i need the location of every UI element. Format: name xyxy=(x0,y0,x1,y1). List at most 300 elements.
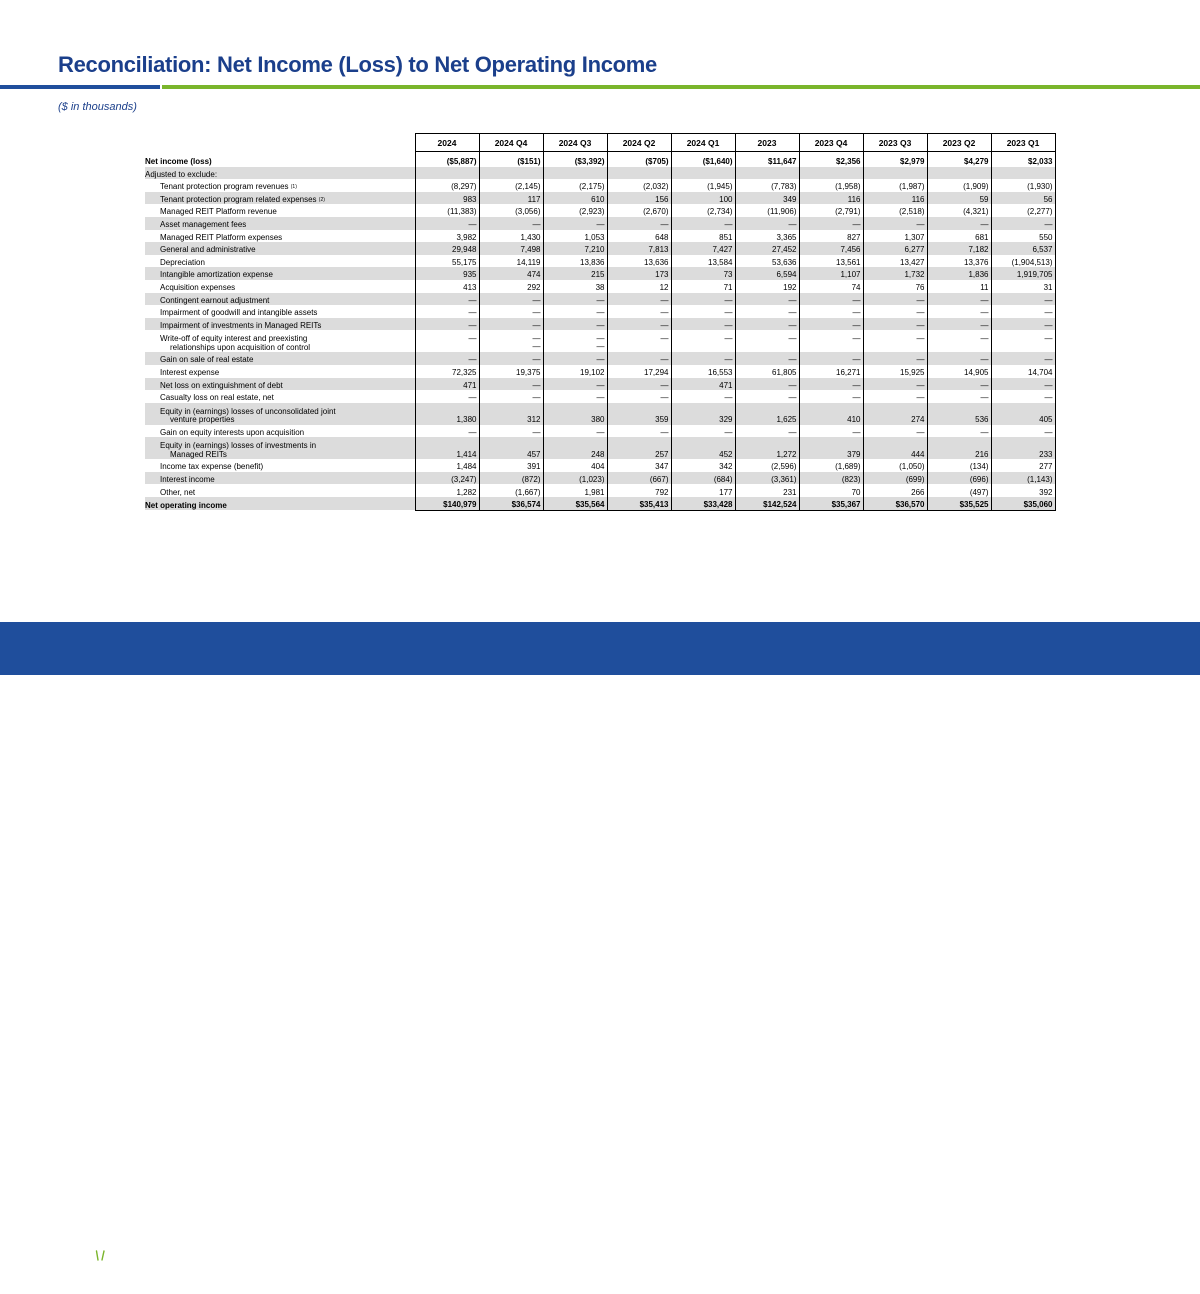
table-cell: (2,596) xyxy=(735,459,799,472)
row-label xyxy=(145,459,415,472)
table-cell: — xyxy=(479,425,543,438)
row-label-text: Acquisition expenses xyxy=(160,283,236,293)
table-cell: (2,518) xyxy=(863,204,927,217)
table-cell: ($151) xyxy=(479,152,543,167)
table-cell: 61,805 xyxy=(735,365,799,378)
table-cell: 1,307 xyxy=(863,230,927,243)
cell-value-line2 xyxy=(418,343,477,352)
table-row xyxy=(145,484,1055,497)
table-cell: (1,904,513) xyxy=(991,255,1055,268)
cell-value-line2 xyxy=(802,343,861,352)
table-cell: 13,561 xyxy=(799,255,863,268)
company-logo xyxy=(58,1248,153,1294)
row-label xyxy=(145,378,415,391)
table-cell: (1,930) xyxy=(991,179,1055,192)
table-cell: — xyxy=(735,217,799,230)
table-cell xyxy=(863,167,927,180)
table-cell: 457 xyxy=(479,437,543,459)
table-cell: 550 xyxy=(991,230,1055,243)
row-label-text: Casualty loss on real estate, net xyxy=(160,393,274,403)
table-cell xyxy=(927,330,991,352)
row-label xyxy=(145,204,415,217)
table-cell: 31 xyxy=(991,280,1055,293)
table-row xyxy=(145,204,1055,217)
row-label xyxy=(145,255,415,268)
table-cell: (1,945) xyxy=(671,179,735,192)
table-cell: 3,365 xyxy=(735,230,799,243)
table-cell: 536 xyxy=(927,403,991,425)
row-label xyxy=(145,179,415,192)
table-cell xyxy=(671,330,735,352)
row-label xyxy=(145,352,415,365)
table-cell: (1,958) xyxy=(799,179,863,192)
table-cell: — xyxy=(927,390,991,403)
table-cell: (1,689) xyxy=(799,459,863,472)
table-cell: (8,297) xyxy=(415,179,479,192)
table-cell: (2,145) xyxy=(479,179,543,192)
table-cell: 983 xyxy=(415,192,479,205)
table-cell: ($3,392) xyxy=(543,152,607,167)
row-label-text: Interest income xyxy=(160,474,215,484)
table-cell: — xyxy=(671,305,735,318)
table-cell: (2,670) xyxy=(607,204,671,217)
table-cell: — xyxy=(927,293,991,306)
table-cell: (1,143) xyxy=(991,472,1055,485)
table-cell: 474 xyxy=(479,267,543,280)
table-cell: (3,247) xyxy=(415,472,479,485)
row-label-text: Income tax expense (benefit) xyxy=(160,462,264,472)
row-label-text: Equity in (earnings) losses of investments in xyxy=(160,441,317,451)
table-cell: 1,919,705 xyxy=(991,267,1055,280)
table-cell: ($1,640) xyxy=(671,152,735,167)
table-cell: 27,452 xyxy=(735,242,799,255)
logo-subtitle: Self Storage REIT, Inc. xyxy=(62,1277,118,1283)
row-label xyxy=(145,230,415,243)
table-cell: 116 xyxy=(799,192,863,205)
table-cell: — xyxy=(927,318,991,331)
row-label xyxy=(145,217,415,230)
table-cell: — xyxy=(543,293,607,306)
table-cell: (11,906) xyxy=(735,204,799,217)
table-cell: — xyxy=(735,425,799,438)
table-cell: 29,948 xyxy=(415,242,479,255)
table-cell: 231 xyxy=(735,484,799,497)
column-header: 2024 Q1 xyxy=(671,134,735,152)
table-row xyxy=(145,167,1055,180)
table-cell: 1,053 xyxy=(543,230,607,243)
table-cell: — xyxy=(735,305,799,318)
row-label xyxy=(145,365,415,378)
table-cell: 1,625 xyxy=(735,403,799,425)
table-cell: 71 xyxy=(671,280,735,293)
table-cell: $36,570 xyxy=(863,497,927,510)
table-cell: — xyxy=(607,390,671,403)
table-cell xyxy=(479,167,543,180)
table-cell xyxy=(991,167,1055,180)
table-cell: — xyxy=(991,293,1055,306)
table-cell: 935 xyxy=(415,267,479,280)
table-cell: (1,667) xyxy=(479,484,543,497)
table-cell: (1,050) xyxy=(863,459,927,472)
table-cell: 7,182 xyxy=(927,242,991,255)
table-cell: 215 xyxy=(543,267,607,280)
row-label xyxy=(145,484,415,497)
table-cell: 7,813 xyxy=(607,242,671,255)
table-cell: 74 xyxy=(799,280,863,293)
table-cell: $35,367 xyxy=(799,497,863,510)
table-cell: 471 xyxy=(415,378,479,391)
table-cell xyxy=(543,330,607,352)
footnote-marker: (1) xyxy=(290,184,297,191)
table-cell: 851 xyxy=(671,230,735,243)
table-cell: — xyxy=(671,352,735,365)
table-cell: 12 xyxy=(607,280,671,293)
title-rule-blue xyxy=(0,85,160,89)
table-cell: 38 xyxy=(543,280,607,293)
table-row xyxy=(145,403,1055,425)
table-cell xyxy=(415,167,479,180)
table-cell: — xyxy=(799,352,863,365)
table-cell: (696) xyxy=(927,472,991,485)
table-cell: — xyxy=(863,390,927,403)
table-cell: 277 xyxy=(991,459,1055,472)
table-cell: (2,734) xyxy=(671,204,735,217)
table-cell: — xyxy=(863,305,927,318)
table-cell: — xyxy=(671,425,735,438)
table-cell: (667) xyxy=(607,472,671,485)
table-cell: $35,525 xyxy=(927,497,991,510)
table-cell: 452 xyxy=(671,437,735,459)
row-label xyxy=(145,390,415,403)
table-cell: 392 xyxy=(991,484,1055,497)
table-cell xyxy=(479,330,543,352)
table-cell: $36,574 xyxy=(479,497,543,510)
table-cell: — xyxy=(415,305,479,318)
cell-value-line2 xyxy=(738,343,797,352)
table-cell: (134) xyxy=(927,459,991,472)
table-cell: — xyxy=(415,390,479,403)
table-cell: — xyxy=(543,390,607,403)
table-cell: — xyxy=(799,305,863,318)
table-cell: — xyxy=(735,318,799,331)
table-cell: 404 xyxy=(543,459,607,472)
cell-value-line2 xyxy=(610,343,669,352)
row-label-text: Gain on equity interests upon acquisition xyxy=(160,427,305,437)
table-cell: 116 xyxy=(863,192,927,205)
table-row xyxy=(145,378,1055,391)
table-cell: 7,427 xyxy=(671,242,735,255)
cell-value: — xyxy=(980,333,989,343)
table-cell: — xyxy=(607,217,671,230)
page-title: Reconciliation: Net Income (Loss) to Net Operating Income xyxy=(58,52,657,77)
table-cell: 292 xyxy=(479,280,543,293)
row-label-text: Tenant protection program related expenses xyxy=(160,194,317,204)
table-row xyxy=(145,497,1055,510)
table-cell: — xyxy=(479,318,543,331)
table-cell: — xyxy=(415,293,479,306)
table-cell: (3,361) xyxy=(735,472,799,485)
column-header: 2024 Q2 xyxy=(607,134,671,152)
table-cell: 14,704 xyxy=(991,365,1055,378)
row-label-text: Adjusted to exclude: xyxy=(145,169,218,179)
table-cell: 233 xyxy=(991,437,1055,459)
table-cell: 610 xyxy=(543,192,607,205)
table-cell: — xyxy=(607,425,671,438)
table-cell: — xyxy=(799,217,863,230)
table-cell: 177 xyxy=(671,484,735,497)
table-cell: — xyxy=(415,352,479,365)
table-cell: — xyxy=(671,293,735,306)
row-label-text: Interest expense xyxy=(160,368,220,377)
row-label xyxy=(145,152,415,167)
table-row xyxy=(145,365,1055,378)
table-row xyxy=(145,318,1055,331)
table-cell: 216 xyxy=(927,437,991,459)
cell-value-line2 xyxy=(866,343,925,352)
table-cell: — xyxy=(607,305,671,318)
table-cell: (2,277) xyxy=(991,204,1055,217)
table-cell: 648 xyxy=(607,230,671,243)
table-row xyxy=(145,242,1055,255)
table-cell: — xyxy=(927,425,991,438)
table-cell: 100 xyxy=(671,192,735,205)
table-cell: 359 xyxy=(607,403,671,425)
table-cell: (699) xyxy=(863,472,927,485)
table-cell: 379 xyxy=(799,437,863,459)
row-label xyxy=(145,192,415,205)
table-cell: — xyxy=(799,425,863,438)
table-cell xyxy=(799,330,863,352)
table-cell: — xyxy=(991,352,1055,365)
table-cell: — xyxy=(991,217,1055,230)
table-cell: 792 xyxy=(607,484,671,497)
table-row xyxy=(145,352,1055,365)
table-cell: 6,537 xyxy=(991,242,1055,255)
table-cell: 827 xyxy=(799,230,863,243)
table-cell: 1,732 xyxy=(863,267,927,280)
table-cell: (497) xyxy=(927,484,991,497)
table-cell: (2,923) xyxy=(543,204,607,217)
table-cell: $11,647 xyxy=(735,152,799,167)
row-label xyxy=(145,472,415,485)
table-cell: — xyxy=(927,352,991,365)
table-cell: — xyxy=(863,318,927,331)
table-cell: 349 xyxy=(735,192,799,205)
footnote-text: (1) Tenant protection program revenues are included within ancillary operating revenue within our consolidated statements of operations. Beginning with the period presented for fiscal year 2021, the Company removed Tenant protection program revenues from its calculation of net operating income, and such amounts were added as an adjustment to the reconciliation to net income in the table above. (2) Tenant protection program related expenses are included within property operating expenses within our consolidated statements of operations. Beginning with the period presented for fiscal year 2023, the Company removed Tenant protection program related expenses from its calculation of net operating income, and such amounts were added as an adjustment to the reconciliation to net income in the table above. xyxy=(158,1251,1159,1279)
table-cell: 1,282 xyxy=(415,484,479,497)
footer-bar xyxy=(0,622,1200,1293)
table-cell: (4,321) xyxy=(927,204,991,217)
table-cell: — xyxy=(735,293,799,306)
table-cell: 1,272 xyxy=(735,437,799,459)
table-cell: 14,119 xyxy=(479,255,543,268)
row-label xyxy=(145,403,415,425)
row-label-text: Tenant protection program revenues xyxy=(160,182,289,192)
table-cell: 59 xyxy=(927,192,991,205)
table-cell: — xyxy=(543,217,607,230)
table-cell: 1,484 xyxy=(415,459,479,472)
row-label-text: Gain on sale of real estate xyxy=(160,355,254,365)
table-cell: — xyxy=(479,378,543,391)
table-cell: — xyxy=(607,293,671,306)
table-cell: — xyxy=(799,318,863,331)
table-cell xyxy=(607,167,671,180)
table-cell: (1,023) xyxy=(543,472,607,485)
row-label xyxy=(145,425,415,438)
table-cell: 266 xyxy=(863,484,927,497)
table-cell: — xyxy=(735,390,799,403)
table-cell: 380 xyxy=(543,403,607,425)
table-cell xyxy=(543,167,607,180)
page-number: 26 xyxy=(1174,1277,1187,1289)
table-cell: — xyxy=(479,293,543,306)
table-cell: 410 xyxy=(799,403,863,425)
row-label xyxy=(145,267,415,280)
table-cell: (1,987) xyxy=(863,179,927,192)
table-cell: — xyxy=(799,390,863,403)
table-cell xyxy=(991,330,1055,352)
cell-value: — xyxy=(660,333,669,343)
table-cell: — xyxy=(735,352,799,365)
table-cell: — xyxy=(991,305,1055,318)
table-cell: $142,524 xyxy=(735,497,799,510)
table-cell: 56 xyxy=(991,192,1055,205)
table-cell: 347 xyxy=(607,459,671,472)
table-cell: 14,905 xyxy=(927,365,991,378)
table-cell: — xyxy=(607,378,671,391)
table-cell: 471 xyxy=(671,378,735,391)
row-label-text: Impairment of goodwill and intangible assets xyxy=(160,308,318,318)
table-row xyxy=(145,255,1055,268)
table-cell: — xyxy=(863,293,927,306)
table-cell: (2,032) xyxy=(607,179,671,192)
table-cell: 274 xyxy=(863,403,927,425)
table-cell: 329 xyxy=(671,403,735,425)
table-row xyxy=(145,330,1055,352)
table-cell: 73 xyxy=(671,267,735,280)
row-label xyxy=(145,330,415,352)
cell-value: — xyxy=(788,333,797,343)
cell-value: — xyxy=(852,333,861,343)
table-cell: 13,584 xyxy=(671,255,735,268)
table-cell: $35,564 xyxy=(543,497,607,510)
cell-value: — xyxy=(532,333,541,343)
row-label-text: Other, net xyxy=(160,487,196,497)
table-cell: 173 xyxy=(607,267,671,280)
table-cell: 55,175 xyxy=(415,255,479,268)
table-cell: $33,428 xyxy=(671,497,735,510)
row-label-text: Contingent earnout adjustment xyxy=(160,295,270,305)
table-cell: — xyxy=(479,352,543,365)
table-cell: 7,210 xyxy=(543,242,607,255)
table-cell: 6,277 xyxy=(863,242,927,255)
cell-value: — xyxy=(596,333,605,343)
table-row xyxy=(145,305,1055,318)
table-cell xyxy=(671,167,735,180)
table-cell: 7,498 xyxy=(479,242,543,255)
table-cell: (3,056) xyxy=(479,204,543,217)
cell-value: — xyxy=(468,333,477,343)
column-header: 2024 Q3 xyxy=(543,134,607,152)
table-cell: 70 xyxy=(799,484,863,497)
table-cell: 76 xyxy=(863,280,927,293)
table-cell xyxy=(927,167,991,180)
table-cell: (2,175) xyxy=(543,179,607,192)
table-cell: — xyxy=(671,318,735,331)
cell-value-line2 xyxy=(674,343,733,352)
table-cell: 391 xyxy=(479,459,543,472)
column-header: 2023 Q4 xyxy=(799,134,863,152)
table-cell: — xyxy=(543,378,607,391)
table-row xyxy=(145,459,1055,472)
table-cell: — xyxy=(607,352,671,365)
row-label xyxy=(145,437,415,459)
table-cell: — xyxy=(479,217,543,230)
table-cell: $35,060 xyxy=(991,497,1055,510)
table-cell: $2,979 xyxy=(863,152,927,167)
cell-value: — xyxy=(1044,333,1053,343)
table-cell: — xyxy=(479,390,543,403)
cell-value: — xyxy=(916,333,925,343)
table-cell: (7,783) xyxy=(735,179,799,192)
table-cell xyxy=(735,167,799,180)
column-header: 2023 xyxy=(735,134,799,152)
table-cell: 117 xyxy=(479,192,543,205)
table-cell: 16,271 xyxy=(799,365,863,378)
table-cell: 413 xyxy=(415,280,479,293)
column-header: 2024 xyxy=(415,134,479,152)
table-cell: — xyxy=(863,217,927,230)
table-cell: (1,909) xyxy=(927,179,991,192)
table-cell: 1,430 xyxy=(479,230,543,243)
table-cell: $4,279 xyxy=(927,152,991,167)
table-cell xyxy=(415,330,479,352)
header-row xyxy=(145,134,1055,152)
table-cell: 7,456 xyxy=(799,242,863,255)
table-cell: — xyxy=(991,425,1055,438)
logo-name: SmartStop xyxy=(60,1260,124,1275)
table-cell: — xyxy=(863,352,927,365)
table-cell: 6,594 xyxy=(735,267,799,280)
table-row xyxy=(145,230,1055,243)
table-row xyxy=(145,267,1055,280)
cell-value-line2 xyxy=(994,343,1053,352)
table-cell: 192 xyxy=(735,280,799,293)
table-cell: $2,033 xyxy=(991,152,1055,167)
table-cell: 405 xyxy=(991,403,1055,425)
table-cell: 681 xyxy=(927,230,991,243)
table-cell: (872) xyxy=(479,472,543,485)
table-cell: — xyxy=(991,378,1055,391)
table-cell: (11,383) xyxy=(415,204,479,217)
table-cell: 13,636 xyxy=(607,255,671,268)
table-cell: 342 xyxy=(671,459,735,472)
row-label-text: Intangible amortization expense xyxy=(160,270,273,280)
table-cell: (823) xyxy=(799,472,863,485)
row-label xyxy=(145,293,415,306)
table-cell: 312 xyxy=(479,403,543,425)
table-row xyxy=(145,425,1055,438)
table-cell: — xyxy=(607,318,671,331)
row-label xyxy=(145,305,415,318)
table-cell: — xyxy=(479,305,543,318)
table-cell: — xyxy=(671,217,735,230)
table-cell: 19,375 xyxy=(479,365,543,378)
table-cell: — xyxy=(927,217,991,230)
table-cell: 248 xyxy=(543,437,607,459)
row-label xyxy=(145,280,415,293)
table-cell: — xyxy=(735,378,799,391)
